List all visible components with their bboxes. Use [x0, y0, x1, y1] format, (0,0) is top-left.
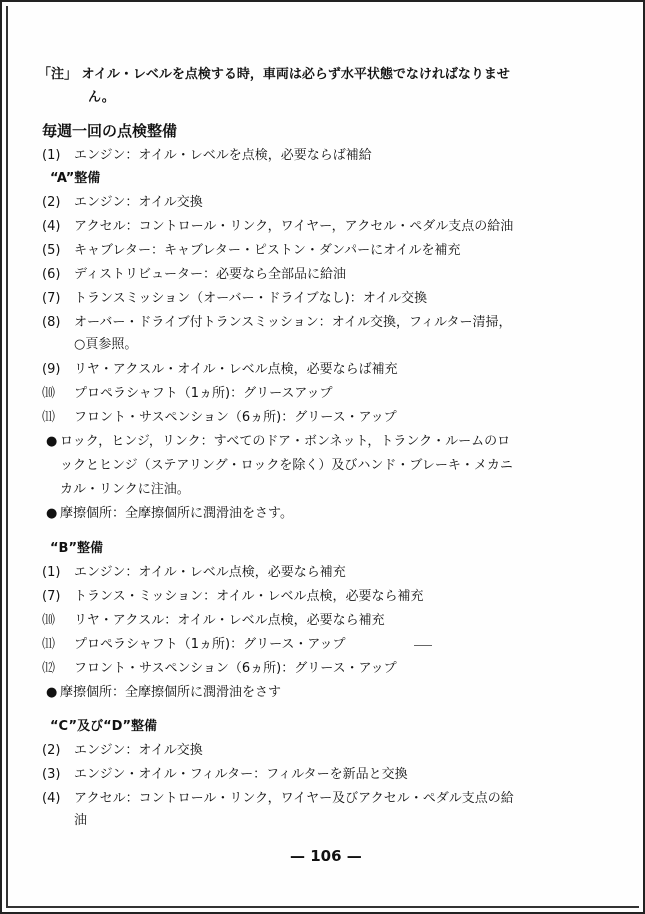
- list-item: ⑾ フロント・サスペンション（6ヵ所)：グリース・アップ: [42, 410, 397, 425]
- page-number: — 106 —: [290, 847, 362, 865]
- bullet-item-continuation: カル・リンクに注油。: [60, 482, 190, 497]
- list-item: (4) アクセル：コントロール・リンク，ワイヤー及びアクセル・ペダル支点の給: [42, 791, 514, 806]
- bullet-item: ● 摩擦個所：全摩擦個所に潤滑油をさす。: [46, 506, 293, 521]
- list-item: (7) トランス・ミッション：オイル・レベル点検，必要なら補充: [42, 589, 424, 604]
- list-item: (2) エンジン：オイル交換: [42, 195, 203, 210]
- bullet-icon: ●: [46, 434, 58, 449]
- section-b-heading: “B”整備: [50, 541, 103, 556]
- note-line-1: [38, 66, 510, 84]
- list-item: (9) リヤ・アクスル・オイル・レベル点検，必要ならば補充: [42, 362, 398, 377]
- section-cd-heading: “C”及び“D”整備: [50, 719, 157, 734]
- note-text: オイル・レベルを点検する時，車両は必らず水平状態でなければなりませ: [81, 67, 510, 82]
- weekly-item: (1) エンジン：オイル・レベルを点検，必要ならば補給: [42, 148, 372, 163]
- scan-mark: [414, 645, 432, 646]
- list-item: (6) ディストリビューター：必要なら全部品に給油: [42, 267, 346, 282]
- bullet-item: ● 摩擦個所：全摩擦個所に潤滑油をさす: [46, 685, 282, 700]
- note-line-2: ん。: [88, 90, 115, 105]
- note-tag: 「注」: [38, 67, 78, 82]
- scan-edge-bottom: [6, 906, 639, 908]
- bullet-item-continuation: ックとヒンジ（ステアリング・ロックを除く）及びハンド・ブレーキ・メカニ: [60, 458, 513, 473]
- bullet-icon: ●: [46, 685, 58, 700]
- list-item: (3) エンジン・オイル・フィルター：フィルターを新品と交換: [42, 767, 408, 782]
- list-item: (2) エンジン：オイル交換: [42, 743, 203, 758]
- bullet-icon: ●: [46, 506, 58, 521]
- list-item: ⑽ リヤ・アクスル：オイル・レベル点検，必要なら補充: [42, 613, 385, 628]
- list-item: ⑾ プロペラシャフト（1ヵ所)：グリース・アップ: [42, 637, 346, 652]
- scan-edge-left: [6, 6, 8, 908]
- weekly-heading: 毎週一回の点検整備: [42, 122, 178, 140]
- section-a-heading: “A”整備: [50, 171, 101, 186]
- list-item-continuation: 油: [74, 813, 88, 828]
- list-item: ⑿ フロント・サスペンション（6ヵ所)：グリース・アップ: [42, 661, 397, 676]
- list-item: (8) オーバー・ドライブ付トランスミッション：オイル交換，フィルター清掃，: [42, 315, 512, 330]
- list-item: (1) エンジン：オイル・レベル点検，必要なら補充: [42, 565, 346, 580]
- list-item: (4) アクセル：コントロール・リンク，ワイヤー，アクセル・ペダル支点の給油: [42, 219, 514, 234]
- list-item: ⑽ プロペラシャフト（1ヵ所)：グリースアップ: [42, 386, 333, 401]
- list-item: (7) トランスミッション（オーバー・ドライブなし)：オイル交換: [42, 291, 428, 306]
- bullet-item: ● ロック，ヒンジ，リンク：すべてのドア・ボンネット，トランク・ルームのロ: [46, 434, 511, 449]
- list-item: (5) キャブレター：キャブレター・ピストン・ダンパーにオイルを補充: [42, 243, 461, 258]
- list-item-continuation: ○頁参照。: [74, 337, 138, 352]
